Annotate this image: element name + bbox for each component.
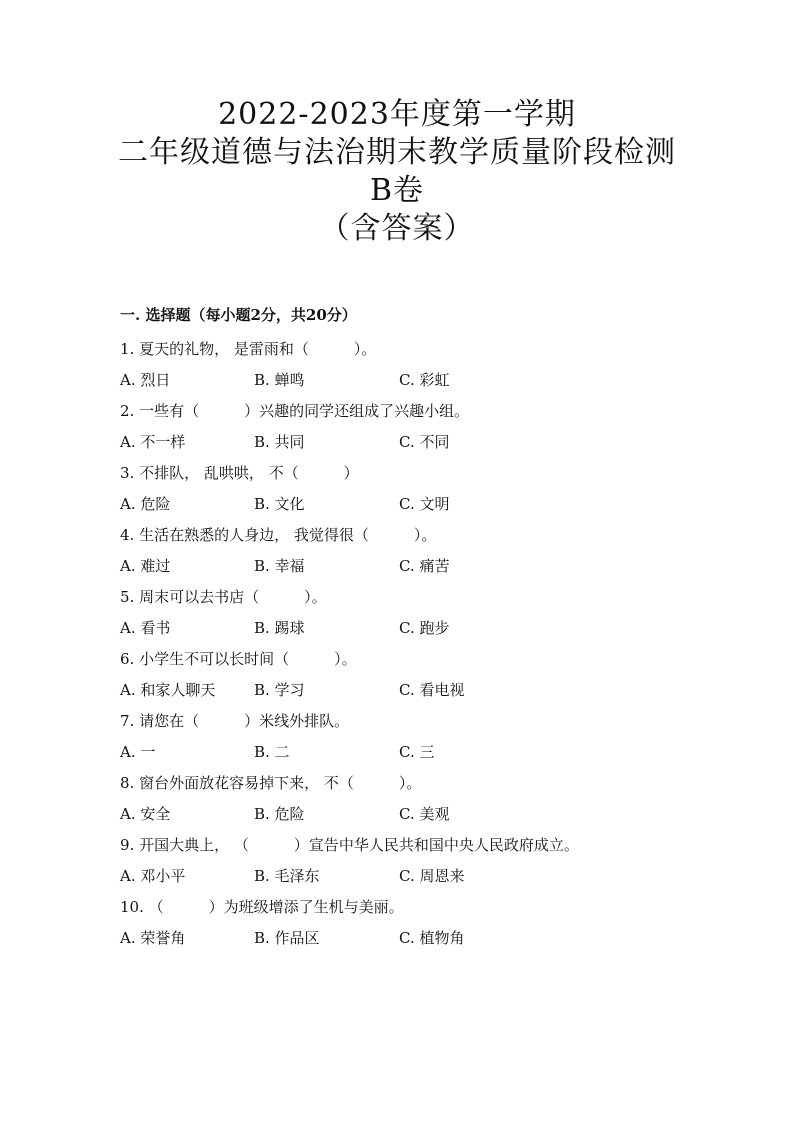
question-stem: 5. 周末可以去书店（ ）。	[120, 588, 327, 606]
title-line-answer-note: （含答案）	[319, 211, 475, 246]
title-line-term: 2022-2023年度第一学期	[218, 97, 576, 132]
question-stem: 9. 开国大典上， （ ）宣告中华人民共和国中央人民政府成立。	[120, 836, 579, 854]
question-item	[120, 892, 720, 954]
question-stem: 7. 请您在（ ）米线外排队。	[120, 712, 350, 730]
question-options	[120, 489, 720, 520]
title-line-paper-version: B卷	[369, 173, 425, 208]
question-options	[120, 365, 720, 396]
question-item	[120, 706, 720, 768]
option-a: A. 邓小平	[120, 867, 186, 885]
option-c: C. 彩虹	[399, 371, 450, 389]
question-item	[120, 830, 720, 892]
question-item	[120, 768, 720, 830]
question-stem: 3. 不排队， 乱哄哄， 不（ ）	[120, 464, 359, 482]
question-stem: 1. 夏天的礼物， 是雷雨和（ ）。	[120, 340, 377, 358]
option-c: C. 看电视	[399, 681, 465, 699]
question-item	[120, 582, 720, 644]
option-a: A. 危险	[120, 495, 171, 513]
option-b: B. 共同	[254, 433, 305, 451]
question-item	[120, 644, 720, 706]
option-c: C. 文明	[399, 495, 450, 513]
option-b: B. 幸福	[254, 557, 305, 575]
section-heading-multiple-choice: 一. 选择题（每小题2分，共20分）	[120, 306, 357, 324]
option-b: B. 文化	[254, 495, 305, 513]
option-c: C. 跑步	[399, 619, 450, 637]
option-a: A. 安全	[120, 805, 171, 823]
option-c: C. 不同	[399, 433, 450, 451]
title-line-subject: 二年级道德与法治期末教学质量阶段检测	[118, 135, 676, 170]
option-b: B. 蝉鸣	[254, 371, 305, 389]
question-stem: 4. 生活在熟悉的人身边， 我觉得很（ ）。	[120, 526, 437, 544]
option-c: C. 三	[399, 743, 435, 761]
option-b: B. 危险	[254, 805, 305, 823]
question-options	[120, 427, 720, 458]
option-a: A. 难过	[120, 557, 171, 575]
option-a: A. 一	[120, 743, 156, 761]
question-stem: 8. 窗台外面放花容易掉下来， 不（ ）。	[120, 774, 422, 792]
option-b: B. 毛泽东	[254, 867, 320, 885]
question-options	[120, 551, 720, 582]
question-options	[120, 799, 720, 830]
option-c: C. 痛苦	[399, 557, 450, 575]
question-options	[120, 737, 720, 768]
question-options	[120, 923, 720, 954]
question-stem: 2. 一些有（ ）兴趣的同学还组成了兴趣小组。	[120, 402, 470, 420]
question-options	[120, 613, 720, 644]
question-options	[120, 675, 720, 706]
question-item	[120, 520, 720, 582]
option-c: C. 植物角	[399, 929, 465, 947]
option-a: A. 荣誉角	[120, 929, 186, 947]
question-item	[120, 458, 720, 520]
question-stem: 6. 小学生不可以长时间（ ）。	[120, 650, 357, 668]
question-options	[120, 861, 720, 892]
option-a: A. 看书	[120, 619, 171, 637]
question-item	[120, 334, 720, 396]
option-b: B. 学习	[254, 681, 305, 699]
option-a: A. 烈日	[120, 371, 171, 389]
option-c: C. 周恩来	[399, 867, 465, 885]
question-item	[120, 396, 720, 458]
question-stem: 10. （ ）为班级增添了生机与美丽。	[120, 898, 404, 916]
option-b: B. 二	[254, 743, 290, 761]
question-list	[120, 334, 720, 954]
option-a: A. 不一样	[120, 433, 186, 451]
option-b: B. 踢球	[254, 619, 305, 637]
document-title	[0, 96, 794, 248]
option-c: C. 美观	[399, 805, 450, 823]
option-a: A. 和家人聊天	[120, 681, 216, 699]
option-b: B. 作品区	[254, 929, 320, 947]
